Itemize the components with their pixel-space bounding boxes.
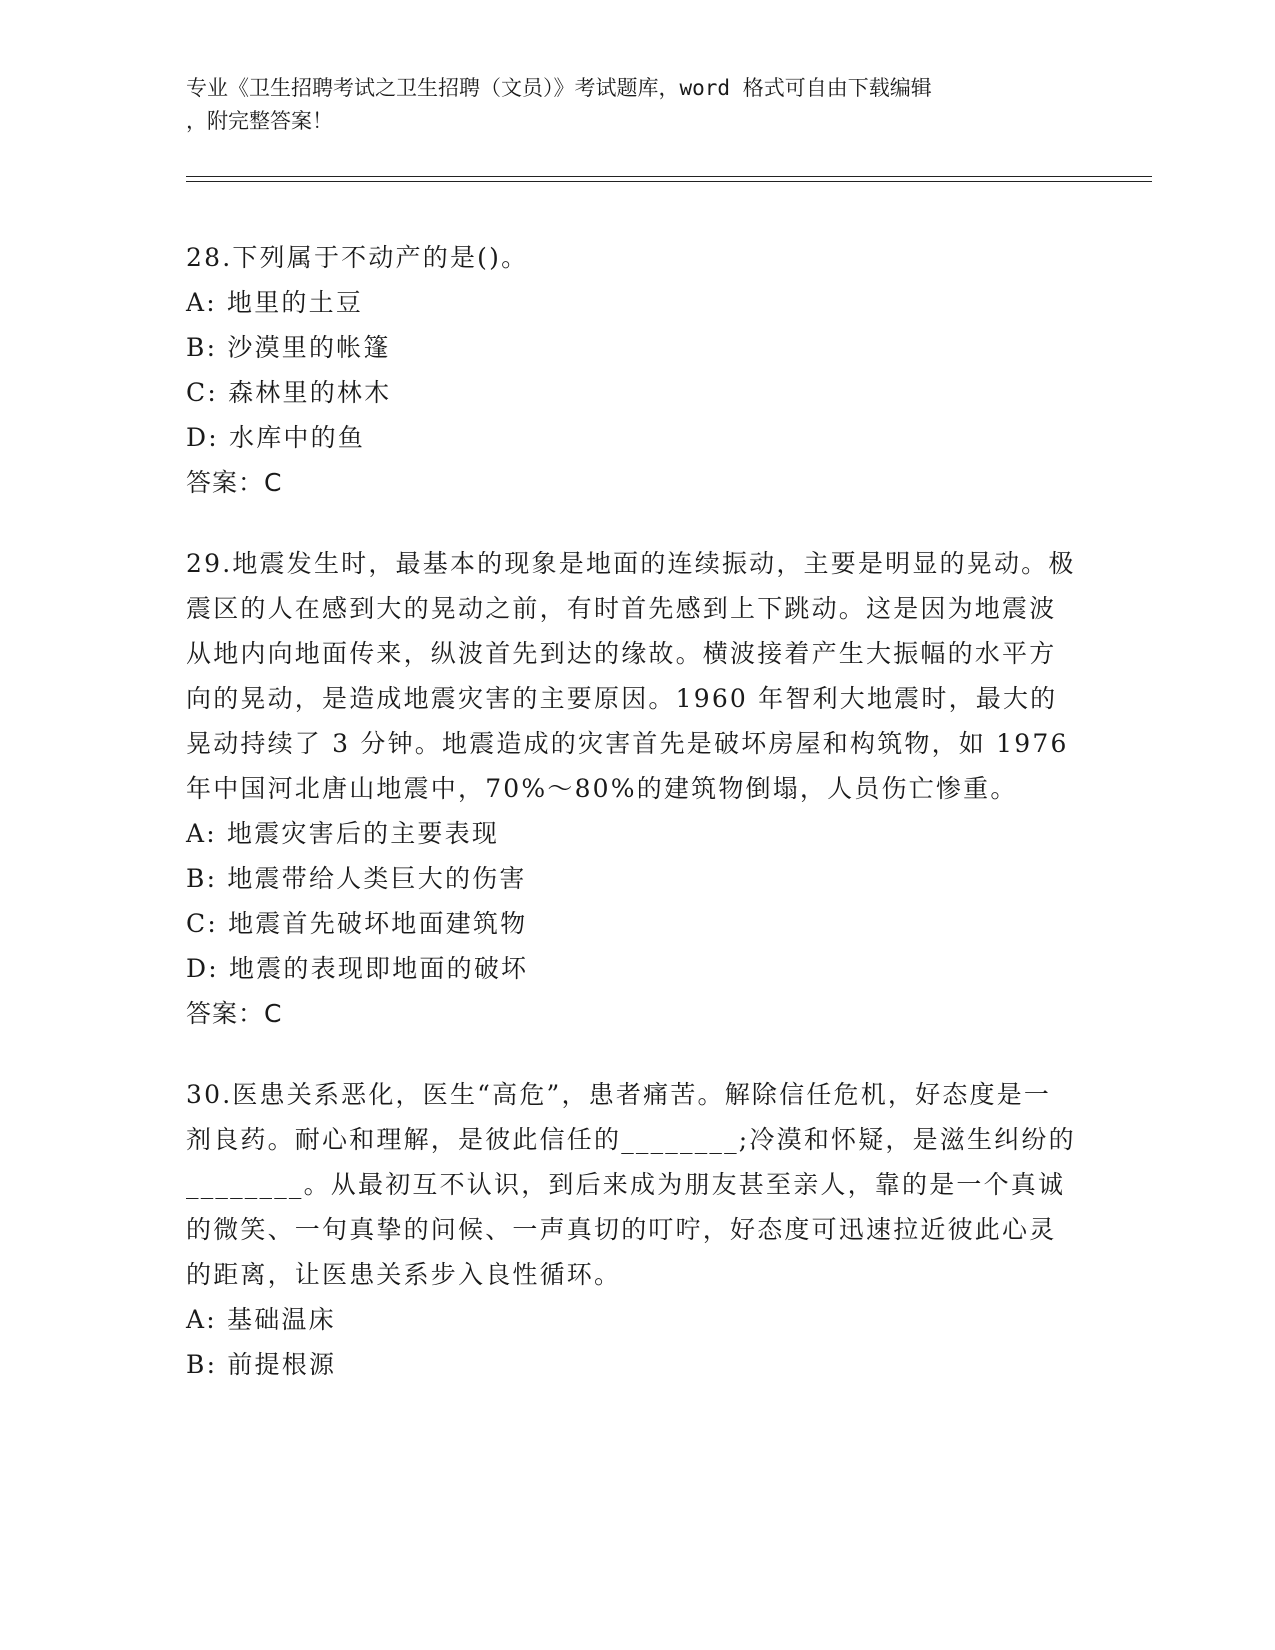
- question-stem: 29.地震发生时，最基本的现象是地面的连续振动，主要是明显的晃动。极震区的人在感到大的晃动之前，有时首先感到上下跳动。这是因为地震波从地内向地面传来，纵波首先到达的缘故。横波接着产生大振幅的水平方向的晃动，是造成地震灾害的主要原因。1960 年智利大地震时，最大的晃动持续了 3 分钟。地震造成的灾害首先是破坏房屋和构筑物，如 1976 年中国河北唐山地震中，70%～80%的建筑物倒塌，人员伤亡惨重。: [186, 549, 1076, 803]
- option-d: D: 水库中的鱼: [186, 423, 366, 452]
- page-header: 专业《卫生招聘考试之卫生招聘（文员）》考试题库，word 格式可自由下载编辑 ，附完整答案！: [186, 76, 932, 133]
- option-a: A: 地震灾害后的主要表现: [186, 819, 500, 848]
- question-stem: 28.下列属于不动产的是()。: [186, 243, 529, 272]
- option-a: A: 地里的土豆: [186, 288, 364, 317]
- option-b: B: 沙漠里的帐篷: [186, 333, 391, 362]
- question-stem: 30.医患关系恶化，医生“高危”，患者痛苦。解除信任危机，好态度是一剂良药。耐心和理解，是彼此信任的________;冷漠和怀疑，是滋生纠纷的________。从最初互不认识，到后来成为朋友甚至亲人，靠的是一个真诚的微笑、一句真挚的问候、一声真切的叮咛，好态度可迅速拉近彼此心灵的距离，让医患关系步入良性循环。: [186, 1080, 1076, 1289]
- option-b: B: 前提根源: [186, 1350, 337, 1379]
- question-28: [186, 235, 1076, 505]
- header-divider-bottom: [186, 181, 1152, 182]
- question-30: [186, 1072, 1076, 1387]
- question-29: [186, 541, 1076, 1036]
- option-b: B: 地震带给人类巨大的伤害: [186, 864, 527, 893]
- answer-line: 答案：C: [186, 999, 283, 1028]
- option-c: C: 森林里的林木: [186, 378, 392, 407]
- option-a: A: 基础温床: [186, 1305, 336, 1334]
- header-divider-top: [186, 176, 1152, 177]
- question-list: [186, 235, 1076, 1423]
- answer-line: 答案：C: [186, 468, 283, 497]
- option-c: C: 地震首先破坏地面建筑物: [186, 909, 528, 938]
- option-d: D: 地震的表现即地面的破坏: [186, 954, 529, 983]
